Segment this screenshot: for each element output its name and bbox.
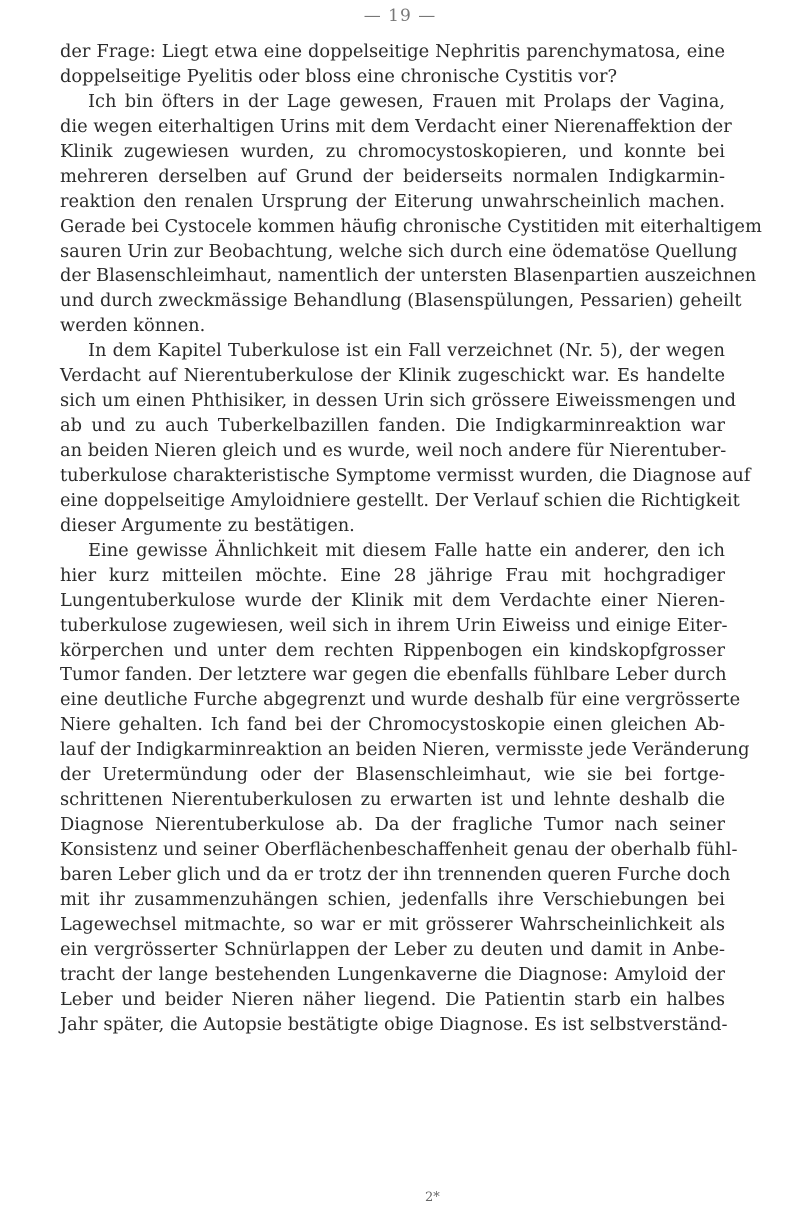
text-line: die wegen eiterhaltigen Urins mit dem Verdacht einer Nierenaffektion der xyxy=(60,115,732,137)
text-line: Jahr später, die Autopsie bestätigte obige Diagnose. Es ist selbstverständ- xyxy=(60,1013,728,1035)
paragraph xyxy=(60,539,750,1038)
sheet-signature: 2* xyxy=(425,1190,440,1205)
paragraph xyxy=(60,90,762,339)
text-line: baren Leber glich und da er trotz der ihn trennenden queren Furche doch xyxy=(60,863,731,885)
text-line: schrittenen Nierentuberkulosen zu erwarten ist und lehnte deshalb die xyxy=(60,789,725,811)
text-line: reaktion den renalen Ursprung der Eiterung unwahrscheinlich machen. xyxy=(60,190,725,212)
text-line: dieser Argumente zu bestätigen. xyxy=(60,514,355,536)
text-line: Verdacht auf Nierentuberkulose der Klinik zugeschickt war. Es handelte xyxy=(60,365,725,387)
text-line: Lagewechsel mitmachte, so war er mit grösserer Wahrscheinlichkeit als xyxy=(60,913,725,935)
text-line: Lungentuberkulose wurde der Klinik mit dem Verdachte einer Nieren- xyxy=(60,589,725,611)
text-line: ab und zu auch Tuberkelbazillen fanden. Die Indigkarminreaktion war xyxy=(60,415,725,437)
text-line: der Blasenschleimhaut, namentlich der untersten Blasenpartien auszeichnen xyxy=(60,265,757,287)
text-line: Niere gehalten. Ich fand bei der Chromocystoskopie einen gleichen Ab- xyxy=(60,714,725,736)
text-line: doppelseitige Pyelitis oder bloss eine chronische Cystitis vor? xyxy=(60,65,618,87)
text-line: eine deutliche Furche abgegrenzt und wurde deshalb für eine vergrösserte xyxy=(60,689,741,711)
text-line: körperchen und unter dem rechten Rippenbogen ein kindskopfgrosser xyxy=(60,639,725,661)
text-line: In dem Kapitel Tuberkulose ist ein Fall verzeichnet (Nr. 5), der wegen xyxy=(88,340,725,362)
text-line: sauren Urin zur Beobachtung, welche sich durch eine ödematöse Quellung xyxy=(60,240,738,262)
text-line: Leber und beider Nieren näher liegend. Die Patientin starb ein halbes xyxy=(60,988,725,1010)
paragraph xyxy=(60,339,751,539)
text-line: an beiden Nieren gleich und es wurde, weil noch andere für Nierentuber- xyxy=(60,440,727,461)
text-line: werden können. xyxy=(60,315,206,337)
text-line: Ich bin öfters in der Lage gewesen, Frauen mit Prolaps der Vagina, xyxy=(88,90,725,112)
text-line: tuberkulose zugewiesen, weil sich in ihrem Urin Eiweiss und einige Eiter- xyxy=(60,614,728,636)
text-line: Konsistenz und seiner Oberflächenbeschaffenheit genau der oberhalb fühl- xyxy=(60,839,738,860)
text-line: tracht der lange bestehenden Lungenkaverne die Diagnose: Amyloid der xyxy=(60,963,725,985)
paragraph xyxy=(60,40,725,90)
text-line: Gerade bei Cystocele kommen häufig chronische Cystitiden mit eiterhaltigem xyxy=(60,215,762,237)
text-line: sich um einen Phthisiker, in dessen Urin sich grössere Eiweissmengen und xyxy=(60,390,737,412)
text-line: und durch zweckmässige Behandlung (Blasenspülungen, Pessarien) geheilt xyxy=(60,290,742,312)
text-line: Klinik zugewiesen wurden, zu chromocystoskopieren, und konnte bei xyxy=(60,140,725,162)
text-line: hier kurz mitteilen möchte. Eine 28 jährige Frau mit hochgradiger xyxy=(60,564,725,586)
text-line: mehreren derselben auf Grund der beiderseits normalen Indigkarmin- xyxy=(60,165,725,187)
text-line: der Uretermündung oder der Blasenschleimhaut, wie sie bei fortge- xyxy=(60,764,725,786)
page-number: — 19 — xyxy=(363,6,437,26)
text-line: Eine gewisse Ähnlichkeit mit diesem Falle hatte ein anderer, den ich xyxy=(88,539,725,561)
text-line: lauf der Indigkarminreaktion an beiden Nieren, vermisste jede Veränderung xyxy=(60,739,750,761)
text-line: ein vergrösserter Schnürlappen der Leber zu deuten und damit in Anbe- xyxy=(60,938,725,960)
text-line: der Frage: Liegt etwa eine doppelseitige Nephritis parenchymatosa, eine xyxy=(60,41,725,62)
text-line: Diagnose Nierentuberkulose ab. Da der fragliche Tumor nach seiner xyxy=(60,814,725,836)
text-line: mit ihr zusammenzuhängen schien, jedenfalls ihre Verschiebungen bei xyxy=(60,888,725,910)
text-line: tuberkulose charakteristische Symptome vermisst wurden, die Diagnose auf xyxy=(60,464,751,486)
text-line: eine doppelseitige Amyloidniere gestellt. Der Verlauf schien die Richtigkeit xyxy=(60,489,740,511)
text-line: Tumor fanden. Der letztere war gegen die ebenfalls fühlbare Leber durch xyxy=(60,664,727,686)
body-text xyxy=(60,40,762,1038)
